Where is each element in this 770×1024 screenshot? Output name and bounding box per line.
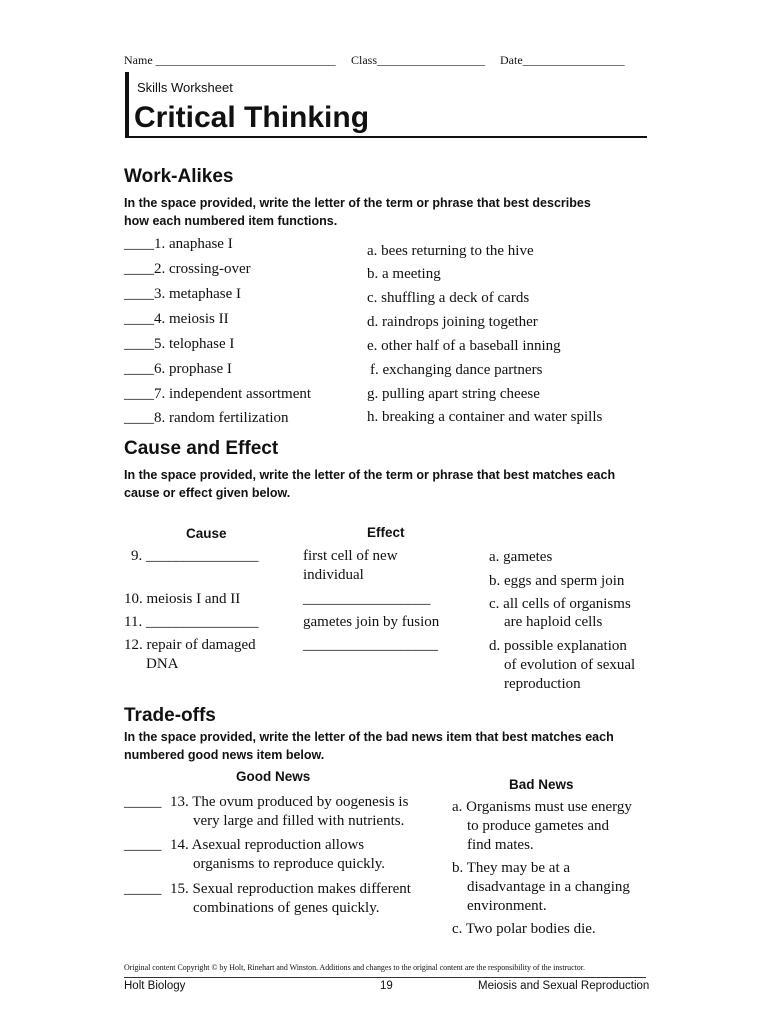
work-alike-choice: e. other half of a baseball inning <box>367 338 561 354</box>
work-alike-item[interactable]: ____7. independent assortment <box>124 386 312 402</box>
good-news-item-continued: very large and filled with nutrients. <box>193 813 405 829</box>
effect-column-header: Effect <box>367 525 405 540</box>
cause-item: 12. repair of damaged <box>124 637 256 653</box>
cause-item[interactable]: 11. _______________ <box>124 614 259 630</box>
good-news-answer-blank[interactable]: _____ <box>124 837 162 853</box>
cause-column-header: Cause <box>186 526 227 541</box>
work-alike-item[interactable]: ____8. random fertilization <box>124 410 289 426</box>
instructions-cause-effect-line2: cause or effect given below. <box>124 486 291 500</box>
instructions-trade-offs-line2: numbered good news item below. <box>124 748 325 762</box>
good-news-item-continued: organisms to reproduce quickly. <box>193 856 386 872</box>
page-number: 19 <box>380 980 393 992</box>
bad-news-item: c. Two polar bodies die. <box>452 921 596 937</box>
page-title: Critical Thinking <box>134 101 370 134</box>
work-alike-item[interactable]: ____1. anaphase I <box>124 236 233 252</box>
work-alike-item[interactable]: ____3. metaphase I <box>124 286 242 302</box>
cause-effect-choice-continued: are haploid cells <box>504 614 603 630</box>
effect-item: first cell of new <box>303 548 398 564</box>
cause-effect-choice-continued: of evolution of sexual <box>504 657 636 673</box>
effect-item-continued: individual <box>303 567 364 583</box>
work-alike-item[interactable]: ____4. meiosis II <box>124 311 229 327</box>
work-alike-choice: h. breaking a container and water spills <box>367 409 603 425</box>
good-news-item-continued: combinations of genes quickly. <box>193 900 380 916</box>
good-news-answer-blank[interactable]: _____ <box>124 794 162 810</box>
work-alike-choice: c. shuffling a deck of cards <box>367 290 530 306</box>
work-alike-choice: d. raindrops joining together <box>367 314 538 330</box>
cause-effect-choice: b. eggs and sperm join <box>489 573 625 589</box>
footer-divider <box>124 977 646 978</box>
work-alike-choice: f. exchanging dance partners <box>370 362 543 378</box>
section-heading-work-alikes: Work-Alikes <box>124 166 234 187</box>
cause-effect-choice-continued: reproduction <box>504 676 581 692</box>
bad-news-item-continued: to produce gametes and <box>467 818 610 834</box>
title-bar-accent <box>125 72 129 138</box>
good-news-item: 14. Asexual reproduction allows <box>170 837 365 853</box>
work-alike-choice: g. pulling apart string cheese <box>367 386 540 402</box>
bad-news-item-continued: disadvantage in a changing <box>467 879 630 895</box>
good-news-item: 15. Sexual reproduction makes different <box>170 881 411 897</box>
instructions-trade-offs-line1: In the space provided, write the letter of the bad news item that best matches each <box>124 730 614 744</box>
cause-item-continued: DNA <box>146 656 179 672</box>
bad-news-item: b. They may be at a <box>452 860 571 876</box>
cause-item: 10. meiosis I and II <box>124 591 241 607</box>
bad-news-item-continued: find mates. <box>467 837 534 853</box>
work-alike-item[interactable]: ____2. crossing-over <box>124 261 251 277</box>
work-alike-item[interactable]: ____5. telophase I <box>124 336 235 352</box>
good-news-answer-blank[interactable]: _____ <box>124 881 162 897</box>
footer-book-title: Holt Biology <box>124 980 186 992</box>
title-underline <box>125 136 647 138</box>
work-alike-choice: a. bees returning to the hive <box>367 243 534 259</box>
good-news-item: 13. The ovum produced by oogenesis is <box>170 794 409 810</box>
class-field[interactable]: Class__________________ <box>351 53 486 67</box>
effect-item[interactable]: _________________ <box>303 591 431 607</box>
good-news-column-header: Good News <box>236 769 311 784</box>
instructions-cause-effect-line1: In the space provided, write the letter of the term or phrase that best matches each <box>124 468 616 482</box>
effect-item: gametes join by fusion <box>303 614 440 630</box>
bad-news-column-header: Bad News <box>509 777 574 792</box>
bad-news-item-continued: environment. <box>467 898 547 914</box>
cause-effect-choice: d. possible explanation <box>489 638 627 654</box>
section-heading-trade-offs: Trade-offs <box>124 705 216 726</box>
instructions-work-alikes-line2: how each numbered item functions. <box>124 214 338 228</box>
work-alike-choice: b. a meeting <box>367 266 441 282</box>
name-field[interactable]: Name ______________________________ <box>124 53 336 67</box>
worksheet-kicker: Skills Worksheet <box>137 80 233 95</box>
bad-news-item: a. Organisms must use energy <box>452 799 632 815</box>
instructions-work-alikes-line1: In the space provided, write the letter of the term or phrase that best describes <box>124 196 591 210</box>
copyright-notice: Original content Copyright © by Holt, Rinehart and Winston. Additions and changes to the original content are the responsibility of the instructor. <box>124 963 585 972</box>
footer-chapter-title: Meiosis and Sexual Reproduction <box>478 980 650 992</box>
cause-effect-choice: c. all cells of organisms <box>489 596 631 612</box>
work-alike-item[interactable]: ____6. prophase I <box>124 361 232 377</box>
section-heading-cause-effect: Cause and Effect <box>124 438 279 459</box>
cause-effect-choice: a. gametes <box>489 549 553 565</box>
date-field[interactable]: Date_________________ <box>500 53 625 67</box>
cause-item[interactable]: 9. _______________ <box>131 548 259 564</box>
effect-item[interactable]: __________________ <box>303 637 438 653</box>
